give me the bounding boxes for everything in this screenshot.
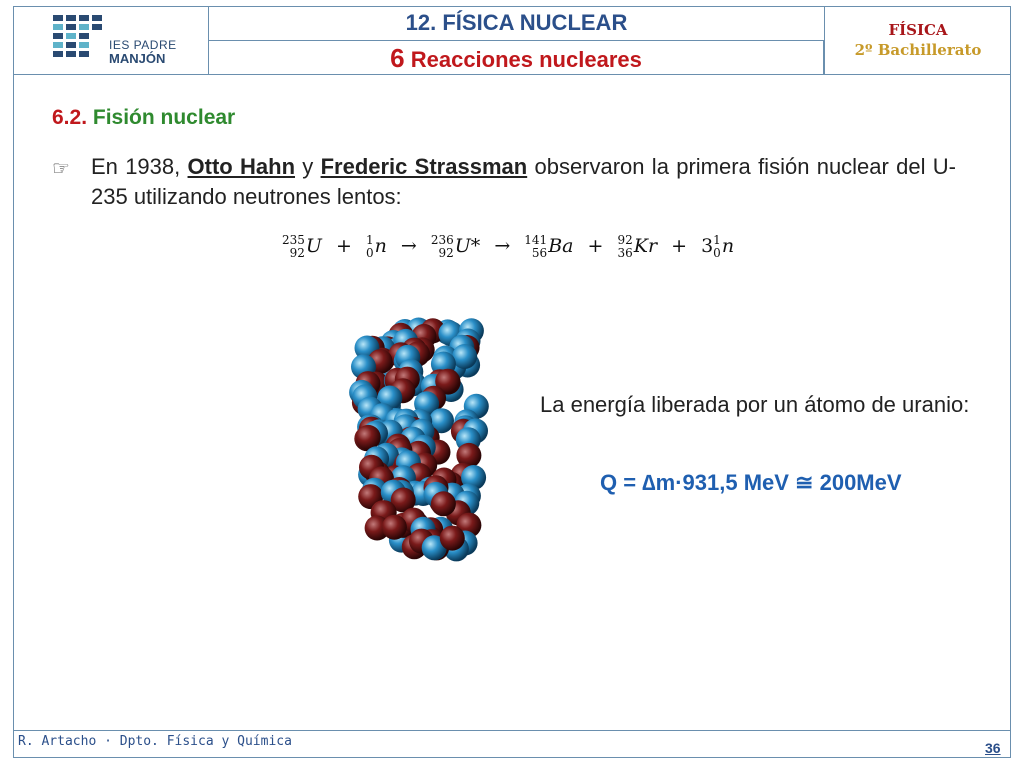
bullet-text-1: En 1938, bbox=[91, 154, 188, 179]
arrow-icon: → bbox=[494, 235, 511, 257]
energy-description: La energía liberada por un átomo de uranio: bbox=[540, 392, 970, 417]
footer-author: R. Artacho · Dpto. Física y Química bbox=[18, 734, 292, 749]
energy-formula: Q = ∆m·931,5 MeV ≅ 200MeV bbox=[600, 470, 902, 495]
proton-sphere bbox=[356, 425, 381, 450]
symbol-kr: Kr bbox=[633, 235, 658, 257]
arrow-icon: → bbox=[400, 235, 417, 257]
lesson-number: 6 bbox=[390, 43, 405, 73]
section-name: Fisión nuclear bbox=[87, 106, 236, 129]
isotope-neutron-out: 1 0 bbox=[713, 233, 721, 260]
proton-sphere bbox=[440, 526, 465, 551]
lesson-name: Reacciones nucleares bbox=[404, 47, 642, 72]
neutron-sphere bbox=[452, 344, 477, 369]
subject-box bbox=[824, 6, 1011, 75]
bullet-text-3: observaron la primera fisión nuclear del U-235 utilizando neutrones lentos: bbox=[91, 154, 956, 209]
logo-text-line1: IES PADRE bbox=[109, 38, 177, 52]
isotope-kr92: 92 36 bbox=[617, 233, 633, 260]
unit-title: 12. FÍSICA NUCLEAR bbox=[209, 6, 824, 41]
plus-sign: + bbox=[671, 235, 688, 257]
symbol-n: n bbox=[721, 235, 735, 257]
proton-sphere bbox=[431, 491, 456, 516]
nucleus-illustration bbox=[340, 315, 500, 565]
course-label: 2º Bachillerato bbox=[854, 41, 982, 59]
isotope-ba141: 141 56 bbox=[524, 233, 548, 260]
school-logo bbox=[13, 6, 209, 75]
isotope-neutron: 1 0 bbox=[365, 233, 374, 260]
section-number: 6.2. bbox=[52, 106, 88, 129]
isotope-u235: 235 92 bbox=[282, 233, 305, 260]
section-title bbox=[52, 106, 235, 130]
proton-sphere bbox=[382, 515, 407, 540]
isotope-u236: 236 92 bbox=[430, 233, 454, 260]
scientist-hahn: Otto Hahn bbox=[187, 154, 296, 179]
subject-label: FÍSICA bbox=[888, 21, 948, 39]
pointing-hand-icon: ☞ bbox=[52, 158, 70, 180]
scientist-strassman: Frederic Strassman bbox=[320, 154, 528, 179]
lesson-title bbox=[209, 41, 824, 75]
symbol-ba: Ba bbox=[548, 235, 574, 257]
footer-divider bbox=[13, 730, 1011, 731]
logo-text-line2: MANJÓN bbox=[109, 51, 166, 66]
bullet-paragraph bbox=[91, 152, 956, 212]
symbol-u-excited: U* bbox=[454, 235, 481, 257]
plus-sign: + bbox=[587, 235, 604, 257]
bullet-text-2: y bbox=[295, 154, 321, 179]
fission-equation bbox=[282, 234, 734, 260]
plus-sign: + bbox=[335, 235, 352, 257]
neutron-coefficient: 3 bbox=[701, 235, 714, 257]
page-number: 36 bbox=[985, 740, 1001, 756]
symbol-u: U bbox=[305, 235, 322, 257]
symbol-n: n bbox=[374, 235, 387, 257]
